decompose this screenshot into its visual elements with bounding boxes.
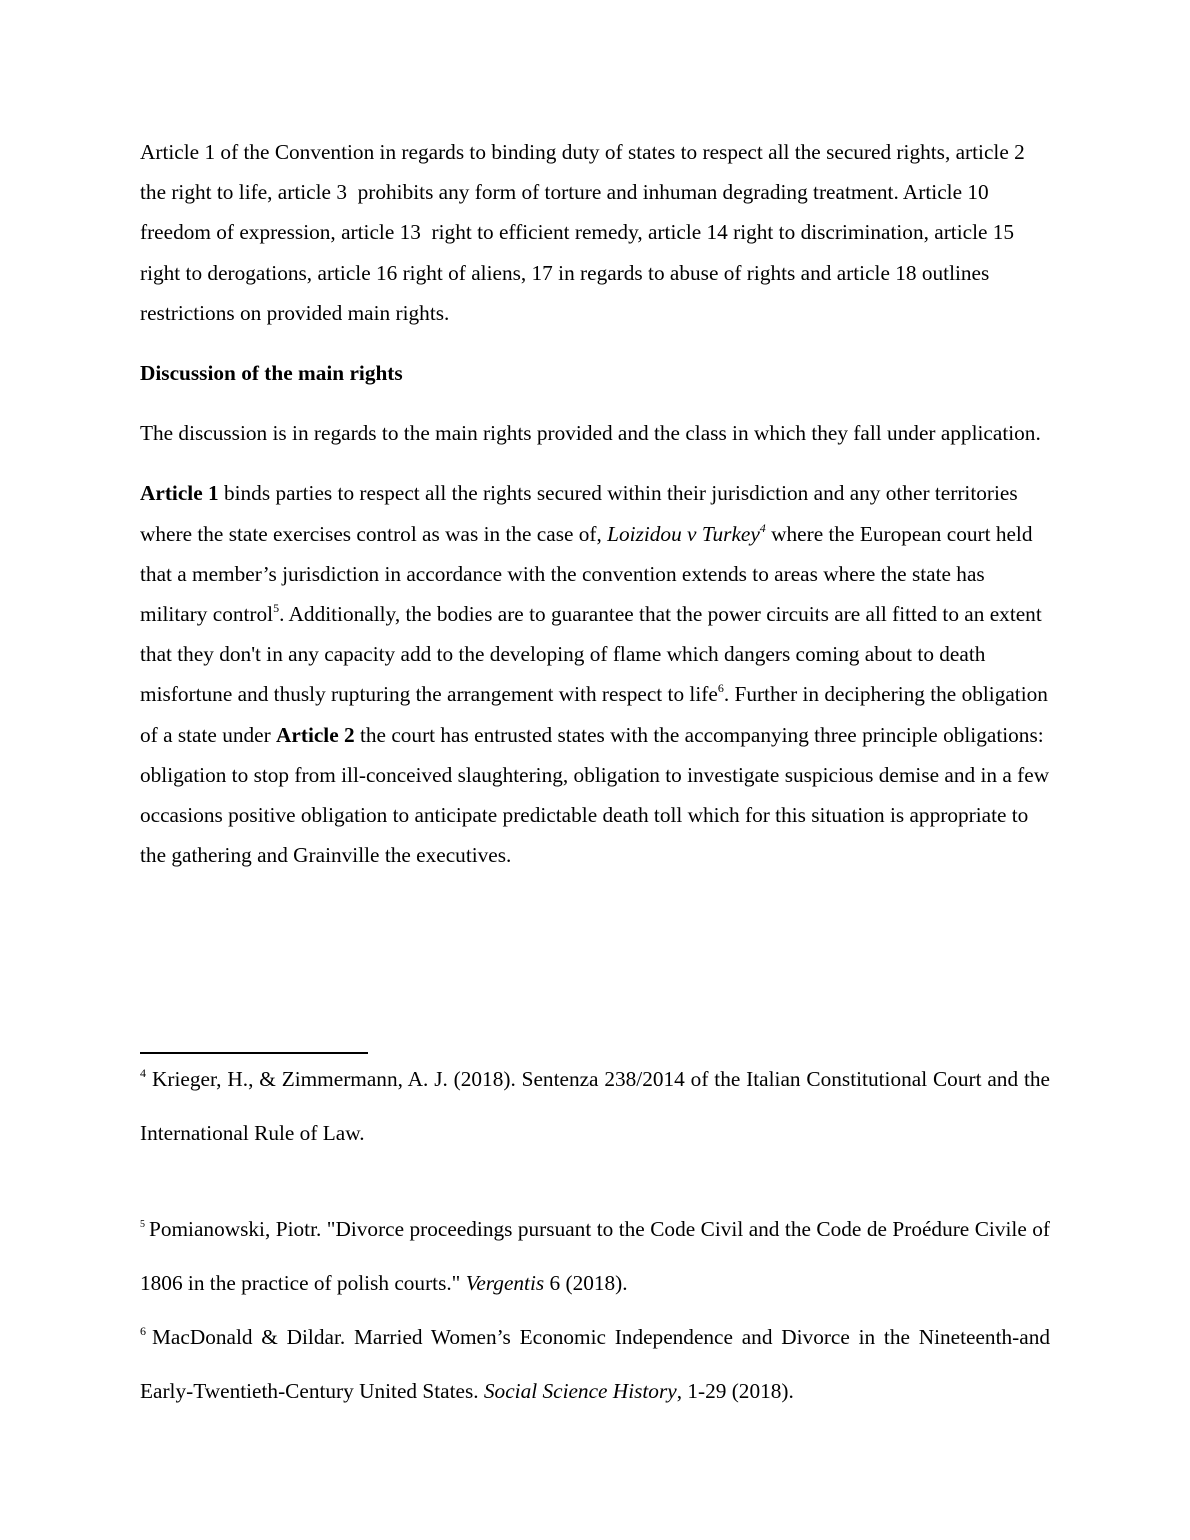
article-1-paragraph xyxy=(140,473,1050,875)
article-2-label: Article 2 xyxy=(276,722,355,747)
footnote-5-number: 5 xyxy=(140,1218,145,1230)
footnote-6-number: 6 xyxy=(140,1323,146,1338)
discussion-paragraph: The discussion is in regards to the main rights provided and the class in which they fall under application. xyxy=(140,421,1041,446)
intro-paragraph: Article 1 of the Convention in regards to binding duty of states to respect all the secured rights, article 2 the right to life, article 3 prohibits any form of torture and inhuman degrading treatment. Article 10 freedom of expression, article 13 right to efficient remedy, article 14 right to discrimination, article 15 right to derogations, article 16 right of aliens, 17 in regards to abuse of rights and article 18 outlines restrictions on provided main rights. xyxy=(140,140,1025,325)
footnote-6 xyxy=(140,1310,1050,1418)
footnote-6-journal: Social Science History xyxy=(483,1379,677,1403)
footnote-6-text-a: MacDonald & Dildar. Married Women’s Economic Independence and Divorce in the Nineteenth-and Early-Twentieth-Century United States. xyxy=(140,1325,1050,1403)
footnote-5-text-a: Pomianowski, Piotr. "Divorce proceedings pursuant to the Code Civil and the Code de Proédure Civile of 1806 in the practice of polish courts." xyxy=(140,1217,1050,1295)
case-name: Loizidou v Turkey xyxy=(607,521,760,546)
footnote-ref-5[interactable]: 5 xyxy=(273,600,280,615)
article-1-text-d: . Further in deciphering the obligation of a state under xyxy=(140,682,1048,747)
footnote-5-journal: Vergentis xyxy=(465,1271,545,1295)
footnote-4 xyxy=(140,1052,1050,1160)
footnote-6-text-b: , 1-29 (2018). xyxy=(676,1379,794,1403)
footnote-4-number: 4 xyxy=(140,1065,146,1080)
article-1-text-a: binds parties to respect all the rights secured within their jurisdiction and any other territories where the state exercises control as was in the case of, xyxy=(140,481,1018,546)
article-1-text-e: the court has entrusted states with the accompanying three principle obligations: obligation to stop from ill-conceived slaughtering, obligation to investigate suspicious demise and in a few occasions positive obligation to anticipate predictable death toll which for this situation is appropriate to the gathering and Grainville the executives. xyxy=(140,722,1050,868)
footnote-5-text-b: 6 (2018). xyxy=(544,1271,628,1295)
footnote-4-text: Krieger, H., & Zimmermann, A. J. (2018). Sentenza 238/2014 of the Italian Constitutional Court and the International Rule of Law. xyxy=(140,1067,1050,1145)
footnote-5 xyxy=(140,1202,1050,1310)
article-1-text-c: . Additionally, the bodies are to guarantee that the power circuits are all fitted to an extent that they don't in any capacity add to the developing of flame which dangers coming about to death misfortune and thusly rupturing the arrangement with respect to life xyxy=(140,602,1042,707)
article-1-label: Article 1 xyxy=(140,481,219,506)
article-1-text-b: where the European court held that a member’s jurisdiction in accordance with the convention extends to areas where the state has military control xyxy=(140,521,1033,627)
footnote-ref-6[interactable]: 6 xyxy=(717,681,724,696)
footnotes xyxy=(140,1052,1050,1418)
document-body xyxy=(140,132,1050,875)
footnote-ref-4[interactable]: 4 xyxy=(759,520,766,535)
section-heading: Discussion of the main rights xyxy=(140,361,403,386)
